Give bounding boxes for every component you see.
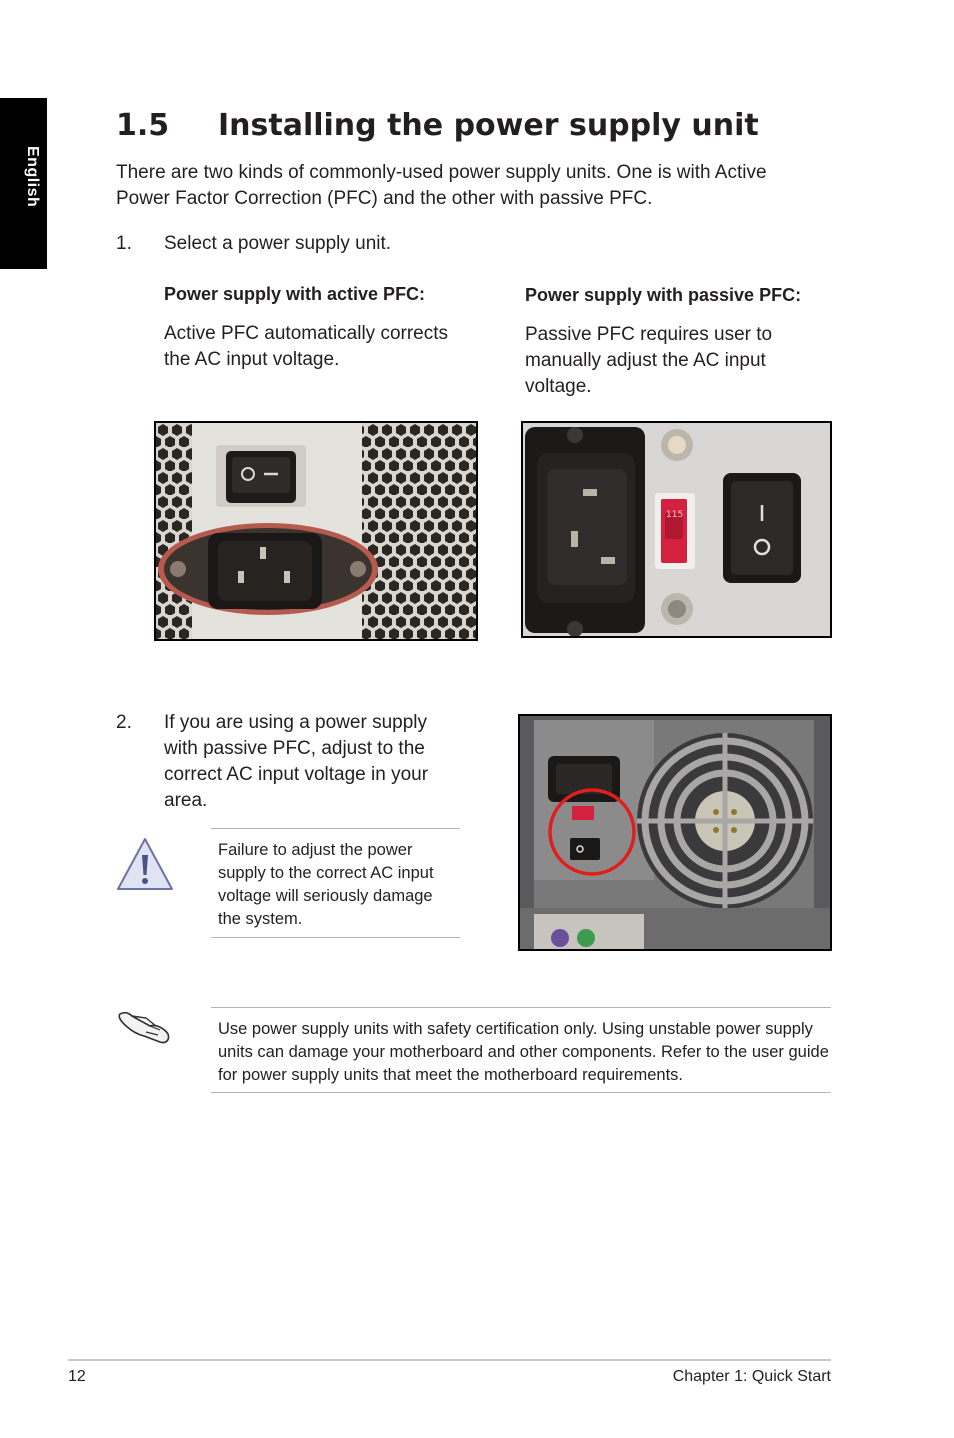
- warning-text: Failure to adjust the power supply to the correct AC input voltage will seriously damage the system.: [218, 841, 434, 928]
- active-pfc-heading: Power supply with active PFC:: [164, 284, 426, 304]
- footer-divider: [68, 1359, 831, 1361]
- active-pfc-description: Active PFC automatically corrects the AC input voltage.: [164, 323, 449, 370]
- passive-pfc-description: Passive PFC requires user to manually adjust the AC input voltage.: [525, 324, 773, 397]
- chapter-label: Chapter 1: Quick Start: [672, 1368, 831, 1385]
- voltage-switch-label: 115: [666, 510, 684, 520]
- passive-pfc-heading: Power supply with passive PFC:: [525, 285, 802, 305]
- intro-paragraph: There are two kinds of commonly-used power supply units. One is with Active Power Factor Correction (PFC) and the other with passive PFC.: [116, 162, 767, 209]
- step-text: If you are using a power supply with passive PFC, adjust to the correct AC input voltage in your area.: [164, 712, 429, 811]
- note-box: [211, 1007, 831, 1093]
- page-number: 12: [68, 1368, 86, 1385]
- step-text: Select a power supply unit.: [164, 233, 392, 254]
- pc-rear-photo: [518, 714, 832, 951]
- warning-triangle-icon: [114, 835, 176, 893]
- step-number: 1.: [116, 233, 132, 254]
- active-pfc-photo: [154, 421, 478, 641]
- passive-pfc-photo: [521, 421, 832, 638]
- language-tab: [0, 98, 47, 269]
- step-number: 2.: [116, 712, 132, 733]
- note-text: Use power supply units with safety certification only. Using unstable power supply units can damage your motherboard and other components. Refer to the user guide for power supply units that meet the motherboard requirements.: [218, 1020, 829, 1084]
- section-number: 1.5: [116, 108, 170, 143]
- section-title: [116, 108, 759, 143]
- step-1: [116, 231, 516, 257]
- hand-note-icon: [116, 1004, 174, 1048]
- language-tab-label: English: [24, 146, 41, 208]
- section-title-text: Installing the power supply unit: [218, 108, 759, 143]
- step-2: [116, 710, 456, 820]
- warning-box: [211, 828, 460, 938]
